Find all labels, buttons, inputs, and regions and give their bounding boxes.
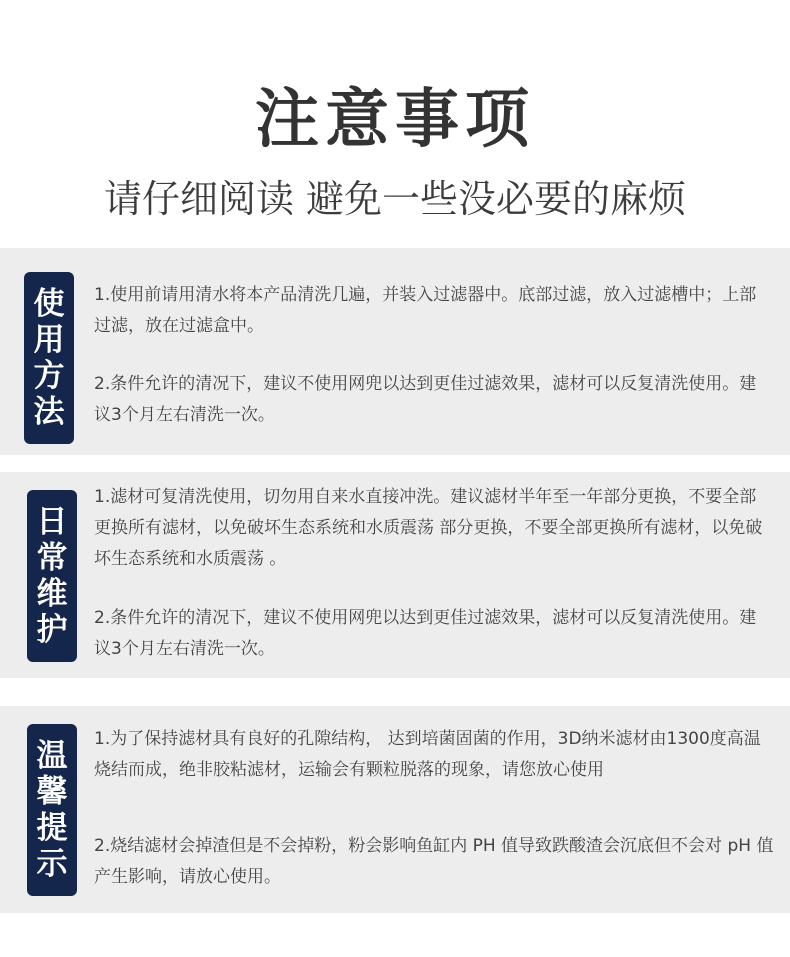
badge-char: 馨	[36, 774, 68, 810]
section-paragraph: 1.滤材可复清洗使用，切勿用自来水直接冲洗。建议滤材半年至一年部分更换，不要全部更换所有滤材，以免破坏生态系统和水质震荡 部分更换，不要全部更换所有滤材，以免破坏生态系统和水质震荡 。	[94, 487, 763, 569]
page-title: 注意事项	[255, 83, 535, 157]
badge-char: 日	[36, 504, 68, 540]
badge-char: 使	[33, 286, 65, 322]
badge-char: 维	[36, 576, 68, 612]
page-subtitle: 请仔细阅读 避免一些没必要的麻烦	[103, 177, 687, 221]
section-badge-tips	[27, 724, 77, 896]
section-maintenance	[0, 472, 790, 678]
section-badge-usage	[24, 272, 74, 444]
section-paragraph: 1.为了保持滤材具有良好的孔隙结构， 达到培菌固菌的作用，3D纳米滤材由1300度高温烧结而成，绝非胶粘滤材，运输会有颗粒脱落的现象，请您放心使用	[94, 729, 761, 780]
section-badge-maintenance	[27, 490, 77, 662]
section-paragraph: 2.条件允许的清况下，建议不使用网兜以达到更佳过滤效果，滤材可以反复清洗使用。建议3个月左右清洗一次。	[94, 608, 757, 659]
section-usage	[0, 248, 790, 455]
badge-char: 提	[36, 810, 68, 846]
section-paragraph: 2.条件允许的清况下，建议不使用网兜以达到更佳过滤效果，滤材可以反复清洗使用。建议3个月左右清洗一次。	[94, 374, 757, 425]
badge-char: 方	[33, 358, 65, 394]
badge-char: 示	[36, 846, 68, 882]
badge-char: 温	[36, 738, 68, 774]
badge-char: 用	[33, 322, 65, 358]
section-paragraph: 1.使用前请用清水将本产品清洗几遍，并装入过滤器中。底部过滤，放入过滤槽中；上部过滤，放在过滤盒中。	[94, 285, 757, 336]
section-paragraph: 2.烧结滤材会掉渣但是不会掉粉，粉会影响鱼缸内 PH 值导致跌酸渣会沉底但不会对 pH 值产生影响，请放心使用。	[94, 836, 774, 887]
section-tips	[0, 706, 790, 913]
badge-char: 护	[36, 612, 68, 648]
badge-char: 法	[33, 394, 65, 430]
badge-char: 常	[36, 540, 68, 576]
